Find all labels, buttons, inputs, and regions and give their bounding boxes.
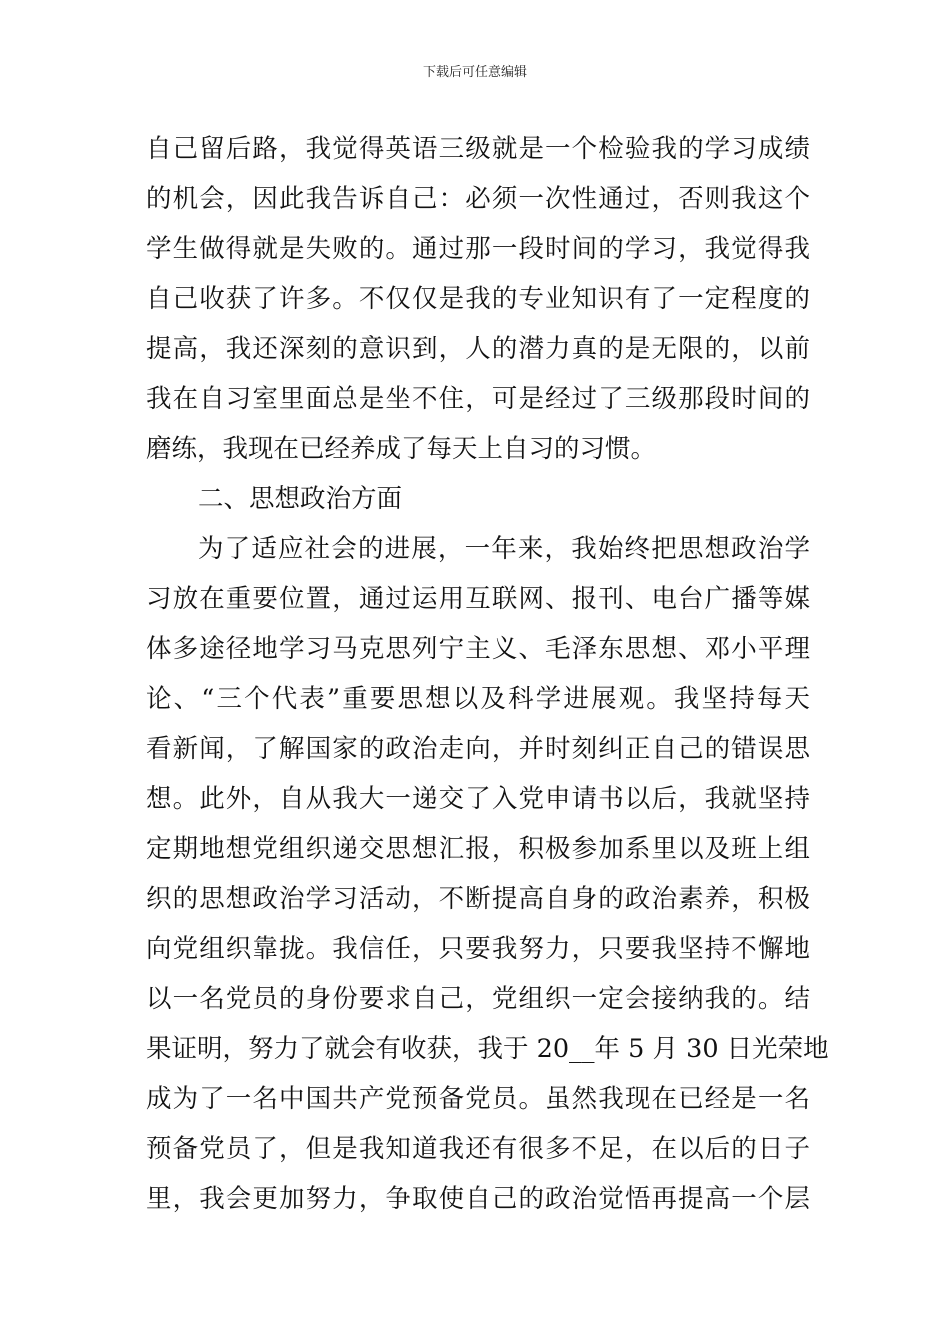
- body-line: 习放在重要位置，通过运用互联网、报刊、电台广播等媒: [146, 584, 810, 614]
- body-line: 自己收获了许多。不仅仅是我的专业知识有了一定程度的: [146, 284, 810, 314]
- body-line: 定期地想党组织递交思想汇报，积极参加系里以及班上组: [146, 834, 810, 864]
- body-line: 向党组织靠拢。我信任，只要我努力，只要我坚持不懈地: [146, 934, 810, 964]
- body-line: 里，我会更加努力，争取使自己的政治觉悟再提高一个层: [146, 1184, 810, 1214]
- body-line: 体多途径地学习马克思列宁主义、毛泽东思想、邓小平理: [146, 634, 810, 664]
- body-line: 想。此外，自从我大一递交了入党申请书以后，我就坚持: [146, 784, 810, 814]
- body-line: 果证明，努力了就会有收获，我于 20__年 5 月 30 日光荣地: [146, 1034, 829, 1064]
- body-line: 看新闻，了解国家的政治走向，并时刻纠正自己的错误思: [146, 734, 810, 764]
- section-heading: 二、思想政治方面: [198, 484, 403, 514]
- body-line: 成为了一名中国共产党预备党员。虽然我现在已经是一名: [146, 1084, 810, 1114]
- body-line: 预备党员了，但是我知道我还有很多不足，在以后的日子: [146, 1134, 810, 1164]
- body-line: 的机会，因此我告诉自己：必须一次性通过，否则我这个: [146, 184, 810, 214]
- page-header: 下载后可任意编辑: [422, 65, 527, 80]
- body-line: 自己留后路，我觉得英语三级就是一个检验我的学习成绩: [146, 134, 810, 164]
- body-line: 学生做得就是失败的。通过那一段时间的学习，我觉得我: [146, 234, 810, 264]
- body-line: 以一名党员的身份要求自己，党组织一定会接纳我的。结: [146, 984, 810, 1014]
- body-line: 织的思想政治学习活动，不断提高自身的政治素养，积极: [146, 884, 810, 914]
- paragraph-first-line: 为了适应社会的进展，一年来，我始终把思想政治学: [198, 534, 810, 564]
- body-line: 磨练，我现在已经养成了每天上自习的习惯。: [146, 434, 657, 464]
- body-line: 提高，我还深刻的意识到，人的潜力真的是无限的，以前: [146, 334, 810, 364]
- body-line: 论、“三个代表”重要思想以及科学进展观。我坚持每天: [146, 684, 810, 714]
- body-line: 我在自习室里面总是坐不住，可是经过了三级那段时间的: [146, 384, 810, 414]
